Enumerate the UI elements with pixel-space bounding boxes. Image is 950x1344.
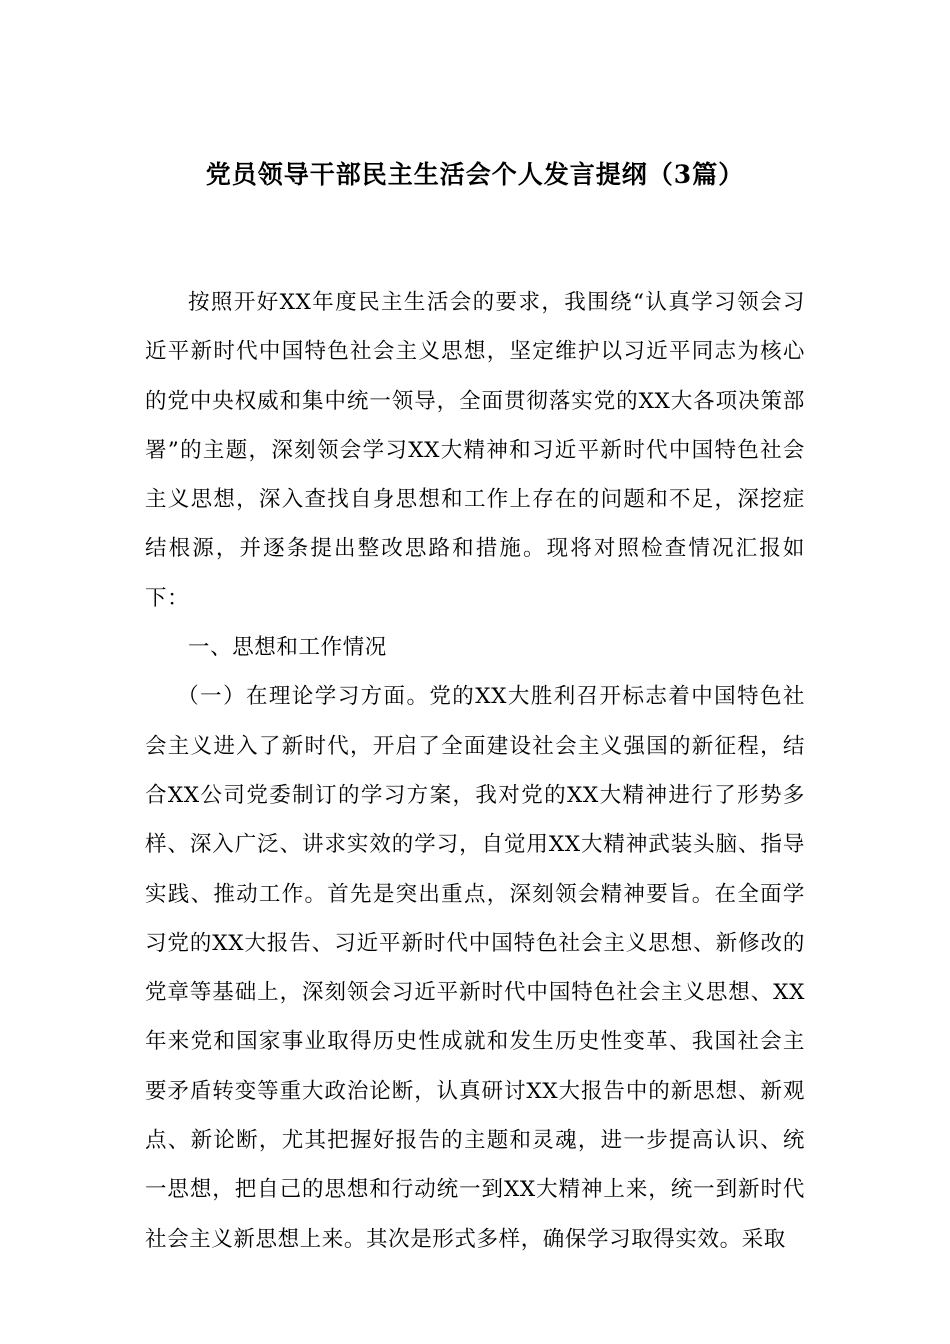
paragraph-intro: 按照开好XX年度民主生活会的要求，我围绕“认真学习领会习近平新时代中国特色社会主义思想，坚定维护以习近平同志为核心的党中央权威和集中统一领导，全面贯彻落实党的XX大各项决策部署”的主题，深刻领会学习XX大精神和习近平新时代中国特色社会主义思想，深入查找自身思想和工作上存在的问题和不足，深挖症结根源，并逐条提出整改思路和措施。现将对照检查情况汇报如下：: [145, 290, 805, 611]
document-title: 党员领导干部民主生活会个人发言提纲（3篇）: [205, 160, 745, 189]
paragraph-theory-study: （一）在理论学习方面。党的XX大胜利召开标志着中国特色社会主义进入了新时代，开启了全面建设社会主义强国的新征程，结合XX公司党委制订的学习方案，我对党的XX大精神进行了形势多样、深入广泛、讲求实效的学习，自觉用XX大精神武装头脑、指导实践、推动工作。首先是突出重点，深刻领会精神要旨。在全面学习党的XX大报告、习近平新时代中国特色社会主义思想、新修改的党章等基础上，深刻领会习近平新时代中国特色社会主义思想、XX年来党和国家事业取得历史性成就和发生历史性变革、我国社会主要矛盾转变等重大政治论断，认真研讨XX大报告中的新思想、新观点、新论断，尤其把握好报告的主题和灵魂，进一步提高认识、统一思想，把自己的思想和行动统一到XX大精神上来，统一到新时代社会主义新思想上来。其次是形式多样，确保学习取得实效。采取: [145, 684, 805, 1252]
document-body: [145, 278, 805, 1264]
section-heading: 一、思想和工作情况: [188, 635, 387, 661]
